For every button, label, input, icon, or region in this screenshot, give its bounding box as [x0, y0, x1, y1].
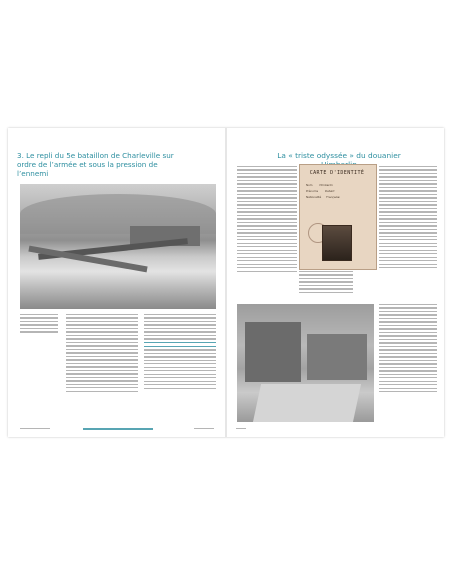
- left-section-heading: 3. Le repli du 5e bataillon de Charleville sur ordre de l’armée et sous la pression de l’ennemi: [17, 151, 174, 178]
- right-text-column-2: [379, 166, 437, 271]
- left-bridge-photo: [20, 184, 216, 309]
- id-card-prenoms-row: [306, 189, 370, 193]
- left-running-title: [83, 428, 153, 432]
- identity-card-image: [299, 164, 377, 270]
- book-spread: [8, 128, 444, 437]
- right-page-number: [236, 428, 246, 431]
- left-text-column-2: [144, 314, 216, 391]
- right-page: [227, 128, 444, 437]
- id-card-nationalite-label: Nationalité: [306, 195, 322, 199]
- left-page-number: [194, 428, 214, 431]
- left-photo-caption: [20, 314, 58, 335]
- left-page: [8, 128, 225, 437]
- left-footer-text: [20, 428, 50, 431]
- id-card-nom-value: Himberlin: [319, 183, 333, 187]
- id-card-nationalite-value: Française: [326, 195, 340, 199]
- id-card-portrait: [322, 225, 352, 261]
- right-section-heading: La « triste odyssée » du douanier: [277, 151, 401, 160]
- id-card-nom-row: [306, 183, 370, 187]
- right-street-photo: [237, 304, 374, 422]
- id-card-title: CARTE D'IDENTITÉ: [309, 170, 365, 176]
- id-card-nationalite-row: [306, 195, 370, 199]
- id-card-prenoms-label: Prénoms: [306, 189, 319, 193]
- id-card-prenoms-value: Robert: [325, 189, 335, 193]
- right-text-column-1: [237, 166, 297, 274]
- right-text-column-3: [379, 304, 437, 395]
- left-text-column-1: [66, 314, 138, 394]
- id-card-caption: [299, 271, 353, 295]
- id-card-nom-label: Nom: [306, 183, 313, 187]
